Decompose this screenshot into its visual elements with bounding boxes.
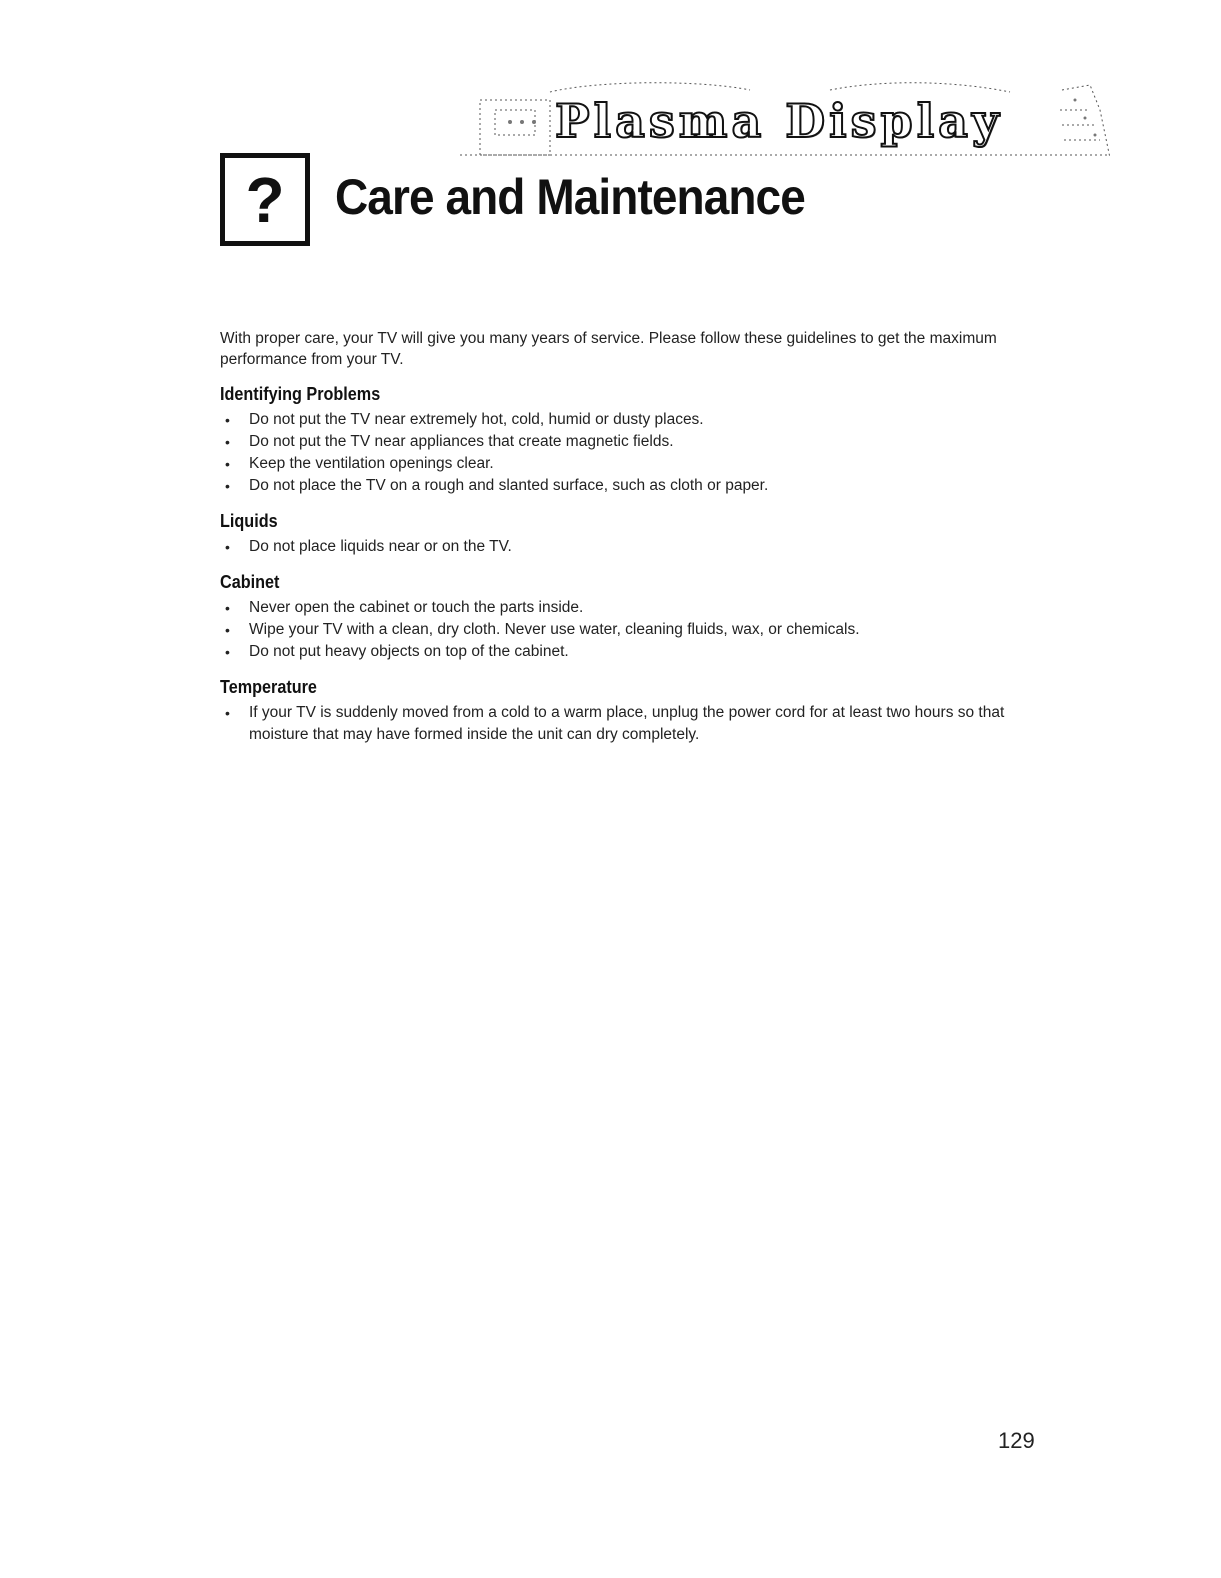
list-item-text: If your TV is suddenly moved from a cold to a warm place, unplug the power cord for at least two hours so that moisture that may have formed inside the unit can dry completely.	[249, 704, 1005, 743]
intro-paragraph: With proper care, your TV will give you many years of service. Please follow these guidelines to get the maximum performance from your TV.	[220, 330, 997, 368]
bullet-icon: •	[225, 705, 230, 721]
list-item-text: Keep the ventilation openings clear.	[249, 455, 494, 472]
section-heading: Liquids	[220, 511, 278, 531]
bullet-list	[220, 702, 1040, 746]
section-heading: Cabinet	[220, 572, 280, 592]
bullet-icon: •	[225, 622, 230, 638]
section-identifying-problems	[220, 384, 1040, 497]
list-item-text: Never open the cabinet or touch the parts inside.	[249, 599, 584, 616]
section-heading: Temperature	[220, 677, 317, 697]
list-item	[220, 475, 1040, 497]
list-item	[220, 536, 1040, 558]
question-mark-icon: ?	[220, 153, 310, 246]
section-temperature	[220, 677, 1040, 746]
bullet-icon: •	[225, 456, 230, 472]
bullet-icon: •	[225, 600, 230, 616]
plasma-display-banner	[450, 80, 1120, 172]
list-item-text: Do not place the TV on a rough and slanted surface, such as cloth or paper.	[249, 477, 769, 494]
bullet-icon: •	[225, 434, 230, 450]
bullet-icon: •	[225, 644, 230, 660]
bullet-icon: •	[225, 412, 230, 428]
section-cabinet	[220, 572, 1040, 663]
bullet-list	[220, 597, 1040, 663]
section-liquids	[220, 511, 1040, 558]
list-item	[220, 597, 1040, 619]
list-item-text: Do not place liquids near or on the TV.	[249, 538, 512, 555]
list-item-text: Do not put the TV near appliances that create magnetic fields.	[249, 433, 674, 450]
bullet-icon: •	[225, 478, 230, 494]
list-item	[220, 431, 1040, 453]
list-item	[220, 619, 1040, 641]
bullet-list	[220, 409, 1040, 497]
list-item-text: Do not put heavy objects on top of the cabinet.	[249, 643, 569, 660]
content-body	[220, 328, 1040, 760]
list-item	[220, 702, 1040, 746]
bullet-icon: •	[225, 539, 230, 555]
page-title: Care and Maintenance	[335, 169, 805, 225]
bullet-list	[220, 536, 1040, 558]
list-item	[220, 409, 1040, 431]
page-number: 129	[998, 1428, 1035, 1453]
list-item	[220, 453, 1040, 475]
banner-title: Plasma Display	[555, 94, 1003, 148]
list-item-text: Wipe your TV with a clean, dry cloth. Never use water, cleaning fluids, wax, or chemicals.	[249, 621, 860, 638]
list-item	[220, 641, 1040, 663]
section-heading: Identifying Problems	[220, 384, 381, 404]
list-item-text: Do not put the TV near extremely hot, cold, humid or dusty places.	[249, 411, 704, 428]
